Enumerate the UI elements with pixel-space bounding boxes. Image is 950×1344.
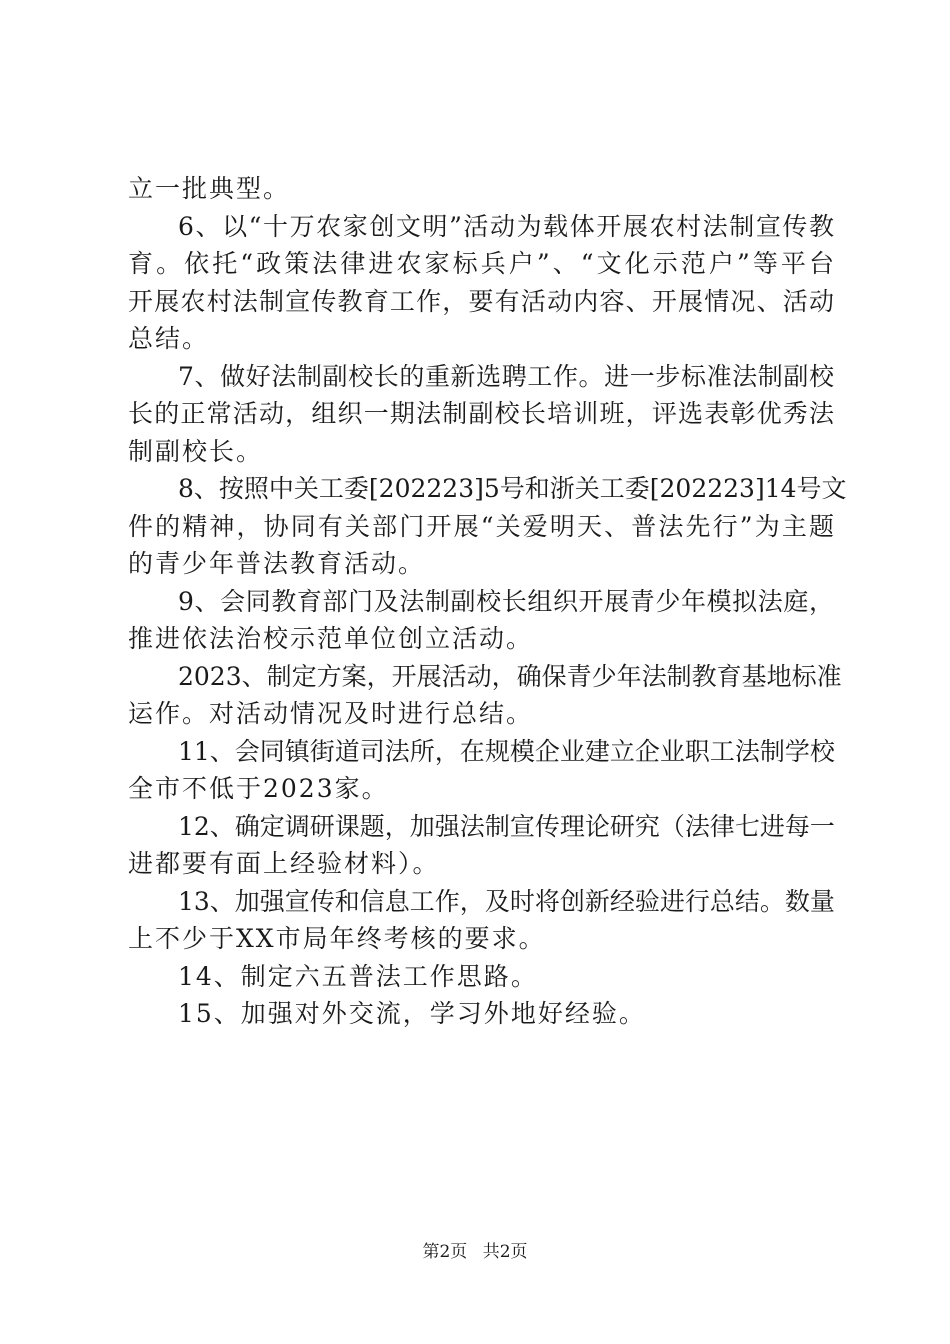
page-number: 第2页 (422, 1242, 468, 1262)
text-line: 立一批典型。 (128, 174, 291, 203)
text-line: 12、确定调研课题，加强法制宣传理论研究（法律七进每一 (178, 811, 835, 841)
text-line: 上不少于XX市局年终考核的要求。 (128, 924, 546, 953)
text-line: 8、按照中关工委[202223]5号和浙关工委[202223]14号文 (178, 474, 847, 503)
text-line: 7、做好法制副校长的重新选聘工作。进一步标准法制副校 (178, 361, 834, 391)
text-line: 制副校长。 (128, 436, 264, 466)
text-line: 2023、制定方案，开展活动，确保青少年法制教育基地标准 (178, 661, 842, 691)
page-total: 共2页 (482, 1242, 528, 1262)
text-line: 14、制定六五普法工作思路。 (178, 961, 538, 991)
page-footer (0, 1241, 950, 1263)
text-line: 11、会同镇街道司法所，在规模企业建立企业职工法制学校 (178, 736, 835, 766)
text-line: 6、以“十万农家创文明”活动为载体开展农村法制宣传教 (178, 211, 834, 241)
text-line: 进都要有面上经验材料）。 (128, 849, 440, 878)
text-line: 总结。 (128, 324, 210, 353)
text-line: 运作。对活动情况及时进行总结。 (128, 699, 534, 728)
text-line: 9、会同教育部门及法制副校长组织开展青少年模拟法庭， (178, 586, 834, 616)
text-line: 件的精神，协同有关部门开展“关爱明天、普法先行”为主题 (128, 511, 834, 541)
text-line: 开展农村法制宣传教育工作，要有活动内容、开展情况、活动 (128, 286, 834, 316)
text-line: 育。依托“政策法律进农家标兵户”、“文化示范户”等平台 (128, 249, 834, 278)
text-line: 全市不低于2023家。 (128, 774, 389, 803)
text-line: 15、加强对外交流，学习外地好经验。 (178, 999, 646, 1028)
text-line: 推进依法治校示范单位创立活动。 (128, 624, 534, 653)
text-line: 的青少年普法教育活动。 (128, 549, 426, 578)
text-line: 长的正常活动，组织一期法制副校长培训班，评选表彰优秀法 (128, 399, 834, 428)
document-body (128, 170, 847, 1033)
text-line: 13、加强宣传和信息工作，及时将创新经验进行总结。数量 (178, 886, 835, 916)
